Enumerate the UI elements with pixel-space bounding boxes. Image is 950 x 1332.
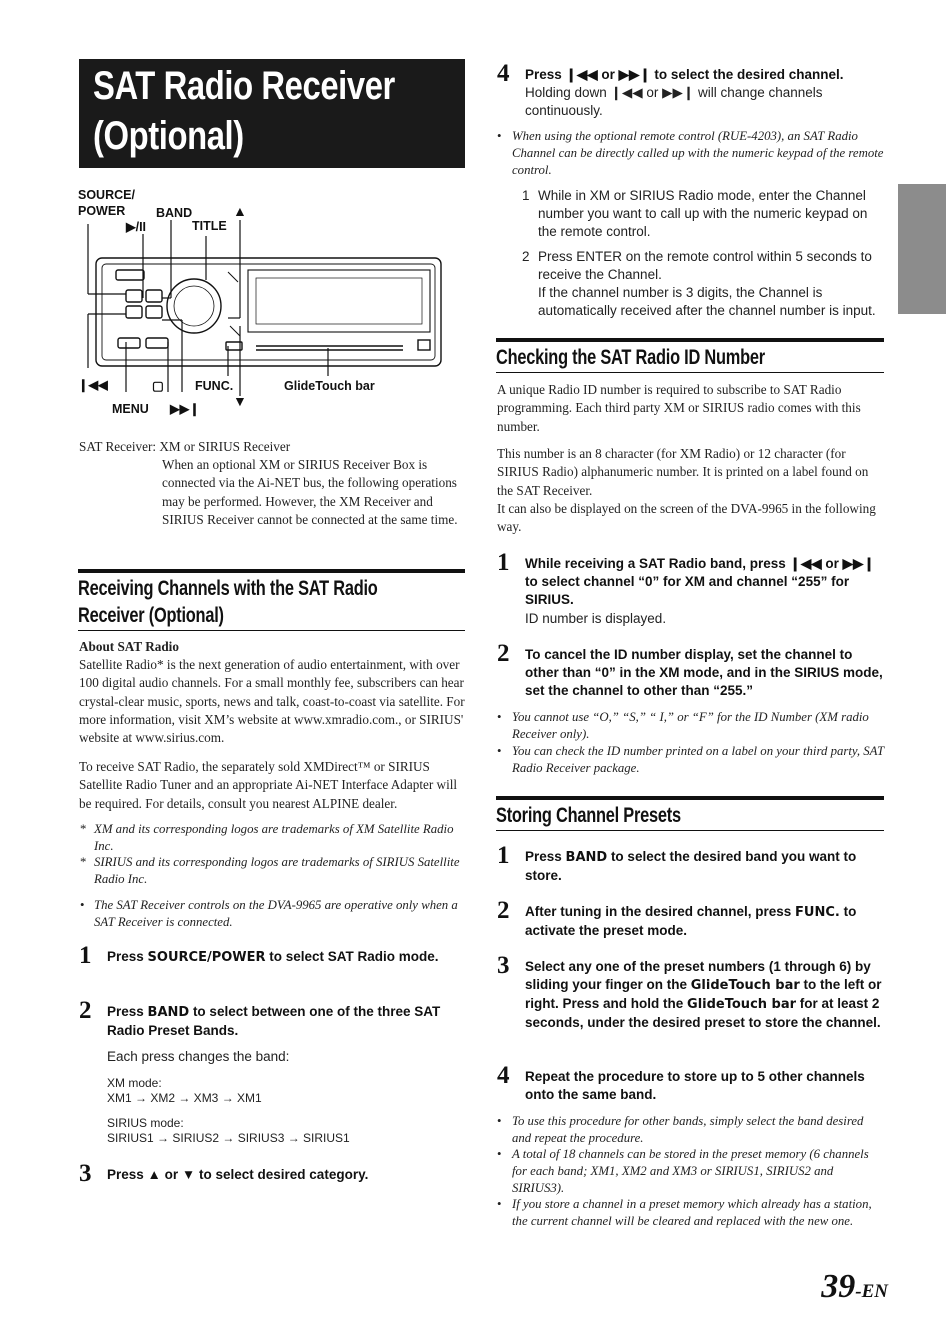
step-2-subtext: Each press changes the band: (107, 1049, 290, 1064)
step-1-number: 1 (79, 942, 92, 969)
page-title-line2: (Optional) (93, 114, 244, 158)
band-label: BAND (156, 206, 193, 220)
step-2-number: 2 (79, 997, 92, 1024)
xm-mode-sequence: XM1 → XM2 → XM3 → XM1 (107, 1091, 262, 1105)
store-note-2: • A total of 18 channels can be stored in the preset memory (6 channels for each band; XM1, XM2 and XM3 or SIRIUS1, SIRIUS2 and SIRIUS3). (497, 1147, 869, 1195)
func-label: FUNC. (195, 379, 234, 393)
step-1-text: Press SOURCE/POWER to select SAT Radio mode. (107, 949, 439, 965)
step-3-number: 3 (79, 1160, 92, 1187)
storing-heading-text: Storing Channel Presets (496, 804, 681, 827)
check-step-1-subtext: ID number is displayed. (525, 611, 667, 626)
step-4-subtext: Holding down ❙◀◀ or ▶▶❙ will change channels continuously. (525, 85, 823, 118)
about-sat-text: Satellite Radio* is the next generation of audio entertainment, with over 100 digital audio channels. For a small monthly fee, subscribers can hear crystal-clear music, sports, news and talk, coast-to-coast via satellite. For more information, visit XM’s website at www.xmradio.com., or SIRIUS' website at www.sirius.com. (79, 657, 465, 746)
check-step-2-number: 2 (497, 640, 510, 667)
store-step-3-text: Select any one of the preset numbers (1 through 6) by sliding your finger on the GlideTouch bar to the left or right. Press and hold the GlideTouch bar for at least 2 seconds, under the desired preset to store the channel. (525, 959, 882, 1030)
head-unit-diagram (78, 186, 448, 416)
copy-icon: ▢ (152, 379, 164, 393)
check-note-1: • You cannot use “O,” “S,” “ I,” or “F” for the ID Number (XM radio Receiver only). (497, 710, 869, 741)
checking-para-1: A unique Radio ID number is required to subscribe to SAT Radio programming. Each third party XM or SIRIUS radio comes with this number. (497, 382, 861, 434)
check-note-2: • You can check the ID number printed on a label on your third party, SAT Radio Receiver package. (497, 744, 884, 775)
check-step-2-text: To cancel the ID number display, set the channel to other than “0” in the XM mode, and in the SIRIUS mode, set the channel to other than “255.” (525, 647, 883, 698)
page-title-line1: SAT Radio Receiver (93, 64, 395, 108)
receiving-heading-line2: Receiver (Optional) (78, 604, 224, 627)
remote-step-1: 1 While in XM or SIRIUS Radio mode, enter the Channel number you want to call up with the numeric keypad on the remote control. (522, 188, 868, 239)
checking-heading-text: Checking the SAT Radio ID Number (496, 346, 765, 369)
section-side-tab (898, 184, 946, 314)
remote-control-note: • When using the optional remote control (RUE-4203), an SAT Radio Channel can be directly called up with the numeric keypad of the remote control. (497, 129, 884, 177)
step-4-text: Press ❙◀◀ or ▶▶❙ to select the desired channel. (525, 67, 844, 82)
receive-requirements-text: To receive SAT Radio, the separately sold XMDirect™ or SIRIUS Satellite Radio Tuner and an appropriate Ai-NET Interface Adapter will be required. For details, consult you nearest ALPINE dealer. (79, 759, 458, 811)
remote-step-2: 2 Press ENTER on the remote control within 5 seconds to receive the Channel. (522, 249, 872, 282)
store-note-3: • If you store a channel in a preset memory which already has a station, the current channel will be cleared and replaced with the new one. (497, 1197, 872, 1228)
title-label: TITLE (192, 219, 227, 233)
store-note-1: • To use this procedure for other bands, simply select the band desired and repeat the procedure. (497, 1114, 864, 1145)
store-step-2-number: 2 (497, 897, 510, 924)
step-4-number: 4 (497, 60, 510, 87)
check-step-1-number: 1 (497, 549, 510, 576)
about-sat-heading: About SAT Radio (79, 639, 179, 654)
store-step-4-text: Repeat the procedure to store up to 5 other channels onto the same band. (525, 1069, 865, 1102)
sirius-mode-sequence: SIRIUS1 → SIRIUS2 → SIRIUS3 → SIRIUS1 (107, 1131, 350, 1145)
sirius-mode-label: SIRIUS mode: (107, 1116, 184, 1130)
store-step-1-text: Press BAND to select the desired band you want to store. (525, 849, 857, 883)
play-pause-label: ▶/II (126, 220, 147, 234)
receiving-heading-line1: Receiving Channels with the SAT Radio (78, 577, 378, 600)
receiver-description: When an optional XM or SIRIUS Receiver Box is connected via the Ai-NET bus, the following operations may be performed. However, the XM Receiver and SIRIUS Receiver cannot be connected at the same time. (162, 457, 458, 527)
store-step-2-text: After tuning in the desired channel, press FUNC. to activate the preset mode. (525, 904, 857, 938)
receiving-channels-heading (78, 569, 465, 631)
sat-controls-note: • The SAT Receiver controls on the DVA-9965 are operative only when a SAT Receiver is connected. (80, 898, 458, 929)
remote-step-2-note: If the channel number is 3 digits, the Channel is automatically received after the channel number is input. (538, 285, 876, 318)
prev-track-icon: ❙◀◀ (78, 378, 108, 392)
store-step-3-number: 3 (497, 952, 510, 979)
receiver-label: SAT Receiver: XM or SIRIUS Receiver (79, 439, 291, 454)
step-3-text: Press ▲ or ▼ to select desired category. (107, 1167, 369, 1182)
glidetouch-label: GlideTouch bar (284, 379, 375, 393)
checking-para-3: It can also be displayed on the screen of the DVA-9965 in the following way. (497, 501, 876, 535)
down-arrow-icon: ▼ (233, 393, 247, 409)
store-step-1-number: 1 (497, 842, 510, 869)
trademark-note-xm: * XM and its corresponding logos are trademarks of XM Satellite Radio Inc. (80, 822, 454, 853)
step-2-text: Press BAND to select between one of the three SAT Radio Preset Bands. (107, 1004, 441, 1038)
page-title (79, 59, 465, 168)
storing-presets-heading (496, 796, 884, 831)
check-step-1-text: While receiving a SAT Radio band, press ❙◀◀ or ▶▶❙ to select channel “0” for XM and channel “255” for SIRIUS. (525, 556, 875, 607)
source-power-label-2: POWER (78, 204, 126, 218)
trademark-note-sirius: * SIRIUS and its corresponding logos are trademarks of SIRIUS Satellite Radio Inc. (80, 855, 460, 886)
next-track-icon: ▶▶❙ (170, 402, 200, 416)
checking-para-2: This number is an 8 character (for XM Radio) or 12 character (for SIRIUS Radio) alphanumeric number. It is printed on a label found on the SAT Receiver. (497, 446, 869, 498)
up-arrow-icon: ▲ (233, 203, 247, 219)
page-number: 39-EN (821, 1268, 888, 1305)
store-step-4-number: 4 (497, 1062, 510, 1089)
source-power-label: SOURCE/ (78, 188, 135, 202)
xm-mode-label: XM mode: (107, 1076, 162, 1090)
menu-label: MENU (112, 402, 149, 416)
checking-id-heading (496, 338, 884, 373)
